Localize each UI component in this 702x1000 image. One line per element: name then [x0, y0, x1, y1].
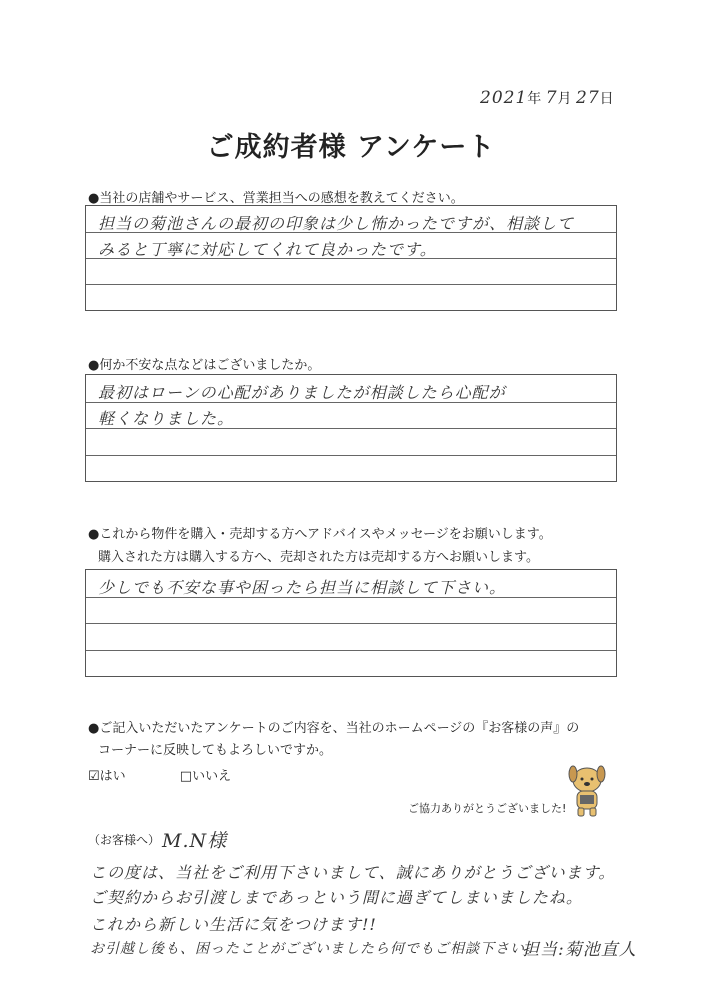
page-title: ご成約者様 アンケート: [206, 132, 496, 163]
consent-options: [88, 765, 281, 784]
message-line-1: この度は、当社をご利用下さいまして、誠にありがとうございます。: [90, 863, 616, 882]
message-line-4: お引越し後も、困ったことがございましたら何でもご相談下さい。: [90, 941, 540, 957]
dog-mascot-icon: [563, 762, 611, 818]
message-line-2: ご契約からお引渡しまであっという間に過ぎてしまいましたね。: [90, 888, 583, 907]
question-3-line-1: ●これから物件を購入・売却する方へアドバイスやメッセージをお願いします。: [88, 527, 552, 542]
date-month: 7: [545, 88, 558, 108]
yes-checkbox[interactable]: ☑はい: [88, 769, 126, 784]
answer-1-line-1: 担当の菊池さんの最初の印象は少し怖かったですが、相談して: [98, 214, 575, 233]
date-month-label: 月: [557, 91, 572, 107]
answer-2-line-1: 最初はローンの心配がありましたが相談したら心配が: [98, 383, 506, 402]
date-day: 27: [576, 88, 600, 108]
date-day-label: 日: [599, 91, 614, 107]
date-year: 2021: [480, 88, 528, 108]
answer-box-1: [85, 205, 617, 311]
customer-label: （お客様へ）: [88, 833, 161, 847]
question-4-line-2: コーナーに反映してもよろしいですか。: [98, 743, 333, 758]
answer-3-line-1: 少しでも不安な事や困ったら担当に相談して下さい。: [98, 578, 507, 597]
question-2: ●何か不安な点などはございましたか。: [88, 358, 321, 373]
thanks-message: ご協力ありがとうございました!: [408, 802, 567, 815]
answer-2-line-2: 軽くなりました。: [98, 409, 235, 428]
date-year-label: 年: [527, 91, 542, 107]
answer-box-2: [85, 374, 617, 482]
question-3-line-2: 購入された方は購入する方へ、売却された方は売却する方へお願いします。: [98, 550, 539, 565]
staff-signature: 担当:菊池直人: [522, 940, 637, 960]
answer-1-line-2: みると丁寧に対応してくれて良かったです。: [98, 240, 437, 259]
survey-date: [480, 88, 614, 108]
message-line-3: これから新しい生活に気をつけます!!: [90, 915, 377, 934]
question-4-line-1: ●ご記入いただいたアンケートのご内容を、当社のホームページの『お客様の声』の: [88, 721, 580, 736]
no-checkbox[interactable]: □いいえ: [179, 769, 232, 784]
customer-name: M.N様: [162, 830, 228, 852]
answer-box-3: [85, 569, 617, 677]
question-1: ●当社の店舗やサービス、営業担当への感想を教えてください。: [88, 191, 464, 206]
